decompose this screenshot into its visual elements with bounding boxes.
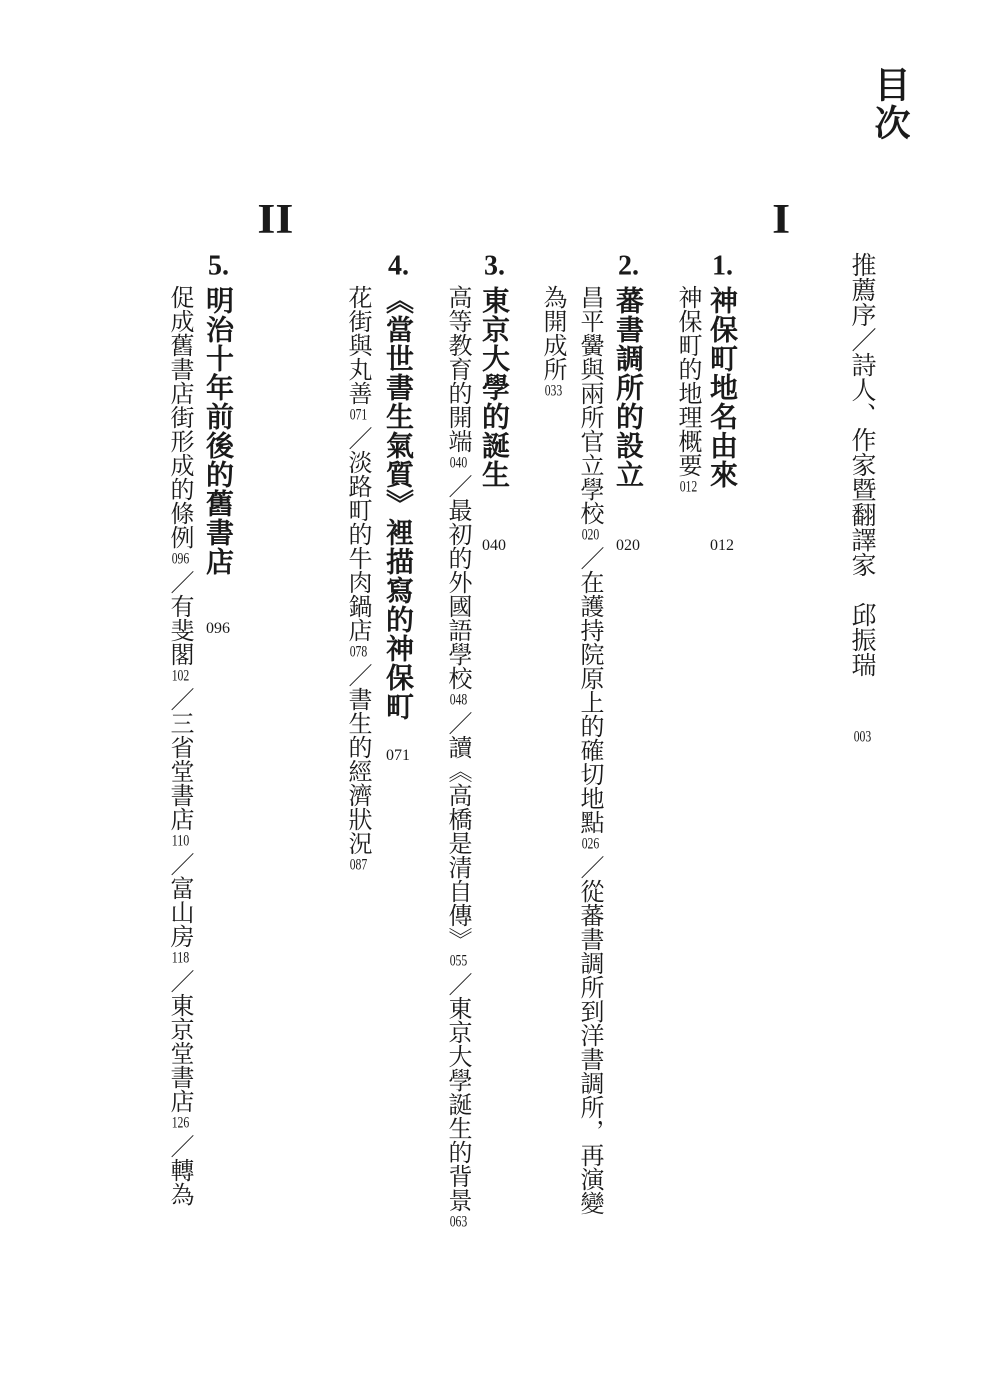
section-title[interactable]: ／讀《高橋是清自傳》 bbox=[444, 711, 472, 951]
chapter-number: 5. bbox=[208, 252, 229, 280]
section-line bbox=[342, 285, 374, 876]
section-title[interactable]: ／在護持院原上的確切地點 bbox=[576, 546, 604, 834]
chapter-number: 3. bbox=[484, 252, 505, 280]
section-line bbox=[537, 285, 569, 402]
page-number: 033 bbox=[544, 383, 563, 399]
chapter-heading-1[interactable] bbox=[706, 252, 738, 489]
section-title[interactable]: ／淡路町的牛肉鍋店 bbox=[344, 426, 372, 642]
page-number: 012 bbox=[679, 479, 698, 495]
section-title[interactable]: ／最初的外國語學校 bbox=[444, 474, 472, 690]
section-title[interactable]: ／東京堂書店 bbox=[166, 969, 194, 1113]
page-number: 020 bbox=[581, 527, 600, 543]
page-number: 040 bbox=[449, 455, 468, 471]
section-title[interactable]: 高等教育的開端 bbox=[444, 285, 472, 453]
chapter-page-number: 012 bbox=[710, 537, 734, 554]
preface-entry[interactable] bbox=[846, 252, 878, 748]
page-number: 102 bbox=[171, 668, 190, 684]
page-number: 087 bbox=[349, 857, 368, 873]
section-title[interactable]: ／三省堂書店 bbox=[166, 687, 194, 831]
page-number: 063 bbox=[449, 1214, 468, 1230]
section-title[interactable]: ／富山房 bbox=[166, 852, 194, 948]
chapter-page-number: 071 bbox=[386, 747, 410, 764]
chapter-page-number: 020 bbox=[616, 537, 640, 554]
section-line bbox=[442, 285, 474, 1233]
page-title: 目次 bbox=[869, 66, 911, 142]
chapter-title: 神保町地名由來 bbox=[706, 286, 739, 489]
page-number: 003 bbox=[853, 729, 872, 745]
page-number: 118 bbox=[171, 950, 190, 966]
part-numeral-2: II bbox=[257, 197, 294, 243]
section-title[interactable]: 神保町的地理概要 bbox=[674, 285, 702, 477]
page-number: 055 bbox=[449, 953, 468, 969]
chapter-page-number: 040 bbox=[482, 537, 506, 554]
section-title[interactable]: ／東京大學誕生的背景 bbox=[444, 972, 472, 1212]
page-number: 096 bbox=[171, 551, 190, 567]
part-numeral-1: I bbox=[772, 197, 791, 243]
section-title[interactable]: ／書生的經濟狀況 bbox=[344, 663, 372, 855]
page-number: 126 bbox=[171, 1115, 190, 1131]
page-number: 078 bbox=[349, 644, 368, 660]
preface-title: 推薦序／詩人、作家暨翻譯家 邱振瑞 bbox=[848, 252, 877, 677]
chapter-number: 4. bbox=[388, 252, 409, 280]
page-number: 048 bbox=[449, 692, 468, 708]
chapter-title: 明治十年前後的舊書店 bbox=[202, 286, 235, 576]
section-title[interactable]: ／從蕃書調所到洋書調所，再演變 bbox=[576, 855, 604, 1215]
section-line bbox=[672, 285, 704, 498]
chapter-page-number: 096 bbox=[206, 620, 230, 637]
chapter-number: 1. bbox=[712, 252, 733, 280]
section-title[interactable]: 為開成所 bbox=[539, 285, 567, 381]
section-title[interactable]: 花街與丸善 bbox=[344, 285, 372, 405]
chapter-heading-5[interactable] bbox=[202, 252, 234, 576]
chapter-heading-3[interactable] bbox=[478, 252, 510, 489]
section-line bbox=[574, 285, 606, 1215]
page-number: 026 bbox=[581, 836, 600, 852]
page-number: 071 bbox=[349, 407, 368, 423]
chapter-number: 2. bbox=[618, 252, 639, 280]
chapter-title: 蕃書調所的設立 bbox=[612, 286, 645, 489]
section-title[interactable]: 促成舊書店街形成的條例 bbox=[166, 285, 194, 549]
chapter-title: 東京大學的誕生 bbox=[478, 286, 511, 489]
section-title[interactable]: ／有斐閣 bbox=[166, 570, 194, 666]
chapter-title: 《當世書生氣質》裡描寫的神保町 bbox=[382, 286, 415, 721]
page-number: 110 bbox=[171, 833, 190, 849]
chapter-heading-4[interactable] bbox=[382, 252, 414, 721]
chapter-heading-2[interactable] bbox=[612, 252, 644, 489]
section-title[interactable]: ／轉為 bbox=[166, 1134, 194, 1206]
section-title[interactable]: 昌平黌與兩所官立學校 bbox=[576, 285, 604, 525]
section-line bbox=[164, 285, 196, 1206]
